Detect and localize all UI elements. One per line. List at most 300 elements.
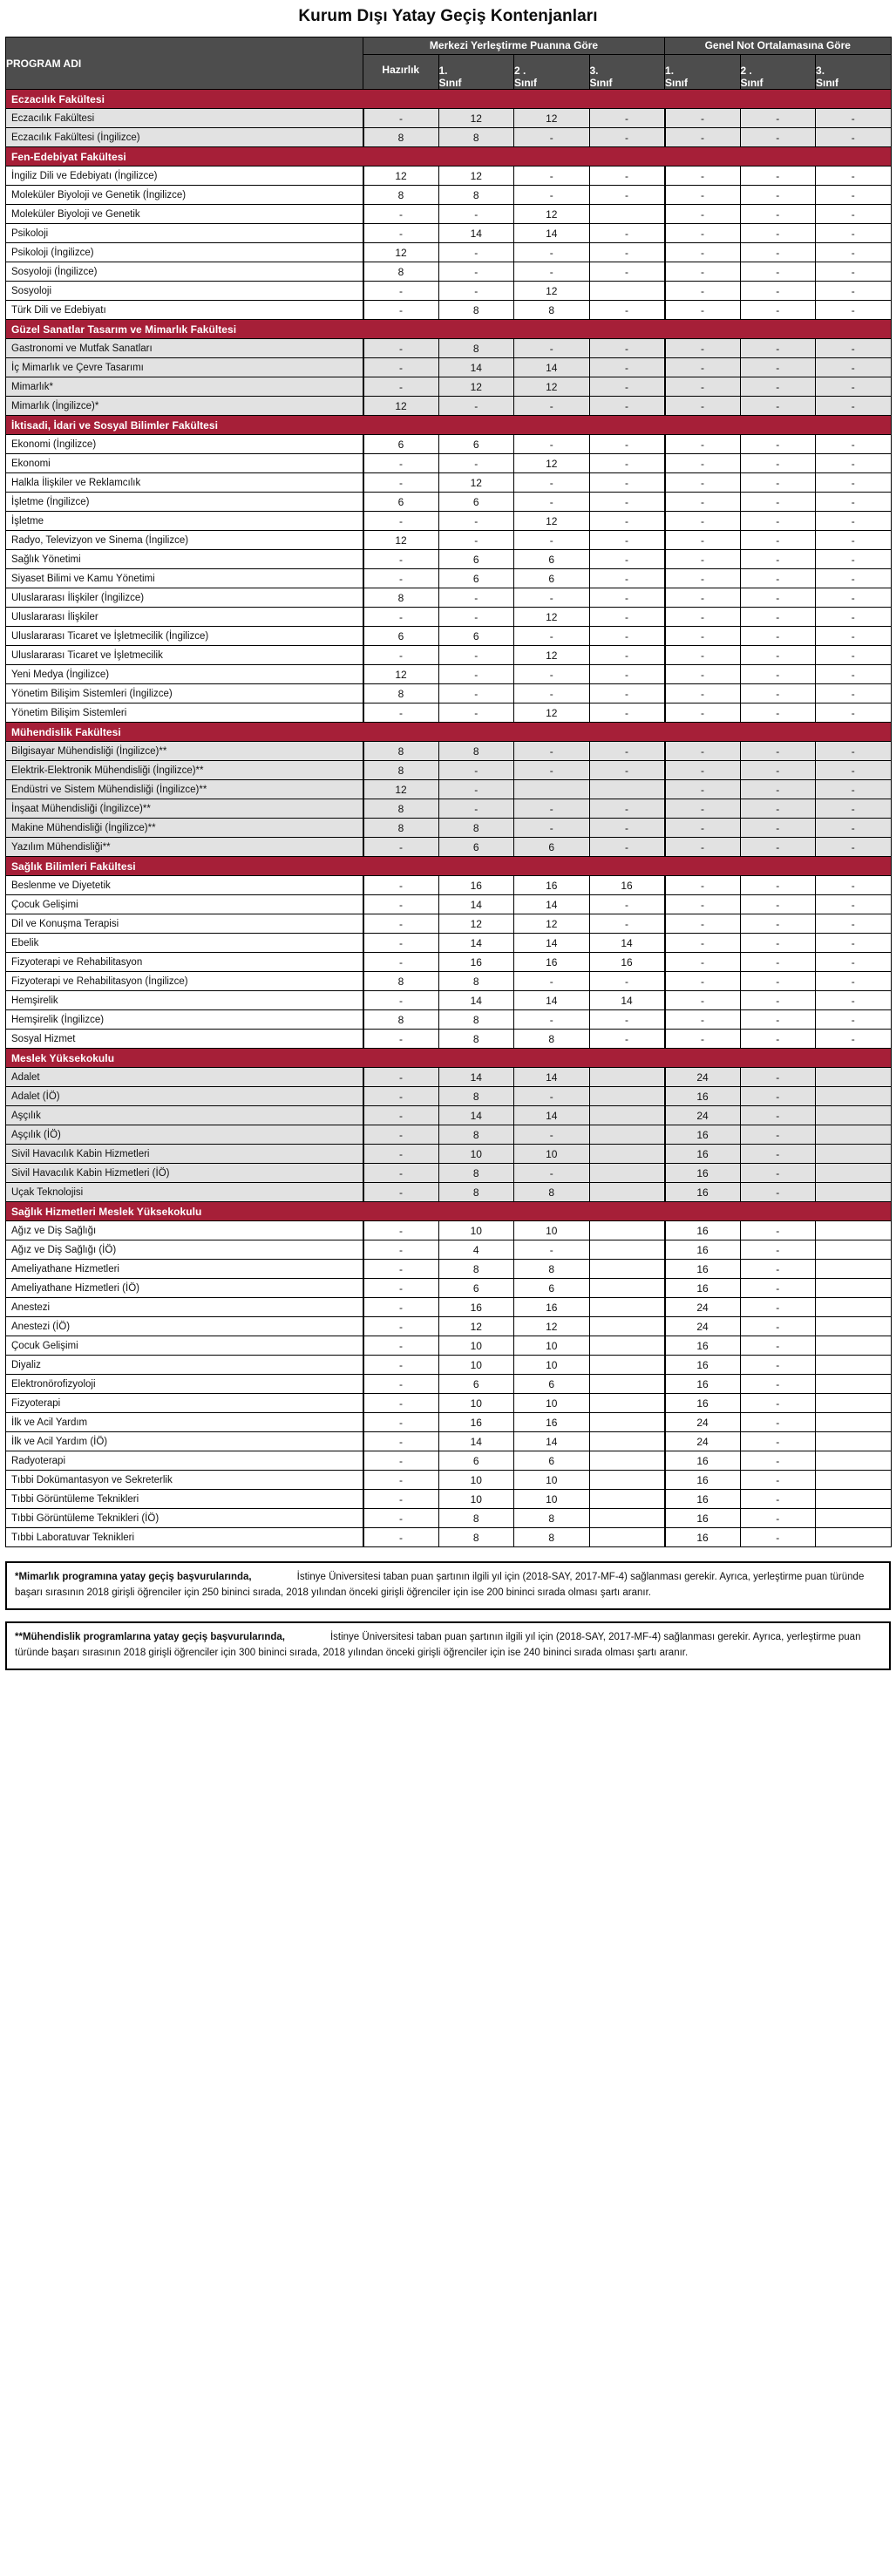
table-row [6, 703, 892, 723]
quota-cell [816, 1471, 892, 1490]
table-row [6, 1010, 892, 1030]
table-row [6, 1068, 892, 1087]
quota-cell: - [740, 780, 816, 799]
quota-cell: 24 [665, 1298, 741, 1317]
table-row [6, 780, 892, 799]
quota-cell [816, 1125, 892, 1145]
quota-cell: - [665, 761, 741, 780]
footnote-body: İstinye Üniversitesi taban puan şartının ilgili yıl için (2018-SAY, 2017-MF-4) sağlanması gerekir. Ayrıca, yerleştirme puan türünde başarı sırasının 2018 girişli öğrenciler için 250 bininci sırada, 2018 yılından önceki girişli öğrenciler için ise 200 bininci sırada olması şartı aranır. [15, 1572, 865, 1598]
quota-cell: 6 [514, 1279, 590, 1298]
quota-cell: - [363, 301, 439, 320]
quota-cell: - [438, 454, 514, 473]
quota-cell [589, 1451, 665, 1471]
quota-cell: - [740, 761, 816, 780]
quota-cell: - [816, 473, 892, 493]
quota-cell: 14 [514, 934, 590, 953]
quota-cell: 8 [363, 1010, 439, 1030]
table-row [6, 953, 892, 972]
quota-cell: 14 [514, 895, 590, 914]
quota-cell: - [514, 665, 590, 684]
table-row [6, 627, 892, 646]
program-name: Ağız ve Diş Sağlığı [6, 1221, 363, 1240]
quota-cell: 8 [514, 1183, 590, 1202]
quota-cell: - [363, 358, 439, 377]
quota-cell: - [816, 1010, 892, 1030]
quota-cell: - [816, 358, 892, 377]
quota-cell: - [363, 1145, 439, 1164]
quota-cell: - [665, 991, 741, 1010]
quota-cell: 16 [665, 1125, 741, 1145]
quota-cell: 14 [438, 224, 514, 243]
quota-cell: - [438, 588, 514, 608]
quota-cell: - [665, 301, 741, 320]
quota-cell: 12 [438, 1317, 514, 1336]
quota-cell: 10 [438, 1394, 514, 1413]
program-name: Adalet [6, 1068, 363, 1087]
quota-cell: - [816, 895, 892, 914]
gpa-3-word: Sınıf [816, 77, 839, 89]
quota-cell: - [363, 703, 439, 723]
quota-cell: - [740, 1356, 816, 1375]
quota-cell: - [589, 972, 665, 991]
quota-cell: - [514, 684, 590, 703]
quota-cell: - [816, 876, 892, 895]
quota-cell [816, 1394, 892, 1413]
quota-cell: - [363, 1336, 439, 1356]
quota-cell: 16 [665, 1356, 741, 1375]
table-row [6, 1471, 892, 1490]
quota-cell: - [363, 1030, 439, 1049]
quota-cell: 8 [438, 1528, 514, 1547]
quota-cell: - [740, 435, 816, 454]
table-row [6, 1451, 892, 1471]
quota-cell [589, 1298, 665, 1317]
quota-cell: - [665, 128, 741, 147]
quota-cell: 12 [438, 914, 514, 934]
quota-cell: - [740, 473, 816, 493]
quota-cell: 12 [363, 665, 439, 684]
quota-cell: - [740, 1336, 816, 1356]
table-row [6, 473, 892, 493]
program-name: Gastronomi ve Mutfak Sanatları [6, 339, 363, 358]
faculty-section-header [6, 416, 892, 435]
quota-cell: - [589, 301, 665, 320]
quota-cell: 14 [589, 991, 665, 1010]
quota-cell: - [740, 109, 816, 128]
quota-cell: 12 [363, 167, 439, 186]
quota-cell: - [363, 1164, 439, 1183]
column-header-prep: Hazırlık [363, 55, 439, 90]
quota-cell: - [665, 684, 741, 703]
quota-cell: 10 [514, 1145, 590, 1164]
faculty-name: Sağlık Bilimleri Fakültesi [6, 857, 892, 876]
central-2-word: Sınıf [514, 77, 537, 89]
program-name: Yeni Medya (İngilizce) [6, 665, 363, 684]
program-name: Türk Dili ve Edebiyatı [6, 301, 363, 320]
quota-cell: - [363, 953, 439, 972]
central-3-word: Sınıf [589, 77, 613, 89]
program-name: Fizyoterapi ve Rehabilitasyon [6, 953, 363, 972]
table-row [6, 1183, 892, 1202]
program-name: Ekonomi [6, 454, 363, 473]
quota-cell: - [514, 761, 590, 780]
quota-cell: - [665, 646, 741, 665]
quota-cell: - [363, 473, 439, 493]
program-name: Sosyal Hizmet [6, 1030, 363, 1049]
quota-cell: 6 [514, 1451, 590, 1471]
gpa-2-num: 2 . [740, 65, 752, 77]
quota-cell: - [665, 243, 741, 262]
quota-cell: - [589, 243, 665, 262]
quota-cell [816, 1490, 892, 1509]
quota-cell: - [514, 243, 590, 262]
quota-cell: - [816, 761, 892, 780]
quota-cell [816, 1375, 892, 1394]
program-name: Anestezi (İÖ) [6, 1317, 363, 1336]
program-name: Adalet (İÖ) [6, 1087, 363, 1106]
quota-cell: - [363, 1106, 439, 1125]
quota-cell [589, 1106, 665, 1125]
quota-cell: - [363, 646, 439, 665]
quota-cell: - [665, 1010, 741, 1030]
quota-cell [816, 1279, 892, 1298]
quota-cell: - [363, 1432, 439, 1451]
quota-cell: 8 [514, 1030, 590, 1049]
quota-cell: 8 [438, 972, 514, 991]
quota-cell: - [665, 531, 741, 550]
quota-cell: - [438, 703, 514, 723]
quota-cell: - [589, 550, 665, 569]
quota-cell: 16 [665, 1336, 741, 1356]
quota-cell: - [816, 819, 892, 838]
quota-cell: - [740, 1509, 816, 1528]
quota-cell: - [363, 512, 439, 531]
quota-cell [816, 1260, 892, 1279]
table-row [6, 186, 892, 205]
quota-cell: - [740, 1164, 816, 1183]
quota-cell: 16 [514, 1298, 590, 1317]
program-name: Makine Mühendisliği (İngilizce)** [6, 819, 363, 838]
quota-cell: 24 [665, 1106, 741, 1125]
faculty-section-header [6, 90, 892, 109]
quota-cell: 8 [438, 1087, 514, 1106]
quota-cell: - [740, 243, 816, 262]
quota-cell: - [514, 262, 590, 282]
program-name: Ekonomi (İngilizce) [6, 435, 363, 454]
quota-cell: - [665, 205, 741, 224]
quota-cell: - [816, 224, 892, 243]
footnote-lead: **Mühendislik programlarına yatay geçiş başvurularında, [15, 1632, 285, 1642]
quota-cell: - [665, 742, 741, 761]
page-title: Kurum Dışı Yatay Geçiş Kontenjanları [298, 7, 598, 25]
quota-cell: - [665, 876, 741, 895]
quota-cell: - [363, 1317, 439, 1336]
quota-cell: - [589, 224, 665, 243]
quota-cell: - [665, 608, 741, 627]
quota-cell: - [816, 205, 892, 224]
quota-cell: 14 [514, 1068, 590, 1087]
quota-cell: 10 [514, 1471, 590, 1490]
quota-cell: 16 [665, 1528, 741, 1547]
column-header-central-3 [589, 55, 665, 90]
quota-cell [816, 1068, 892, 1087]
quota-cell: - [589, 684, 665, 703]
quota-cell: 8 [363, 761, 439, 780]
program-name: İngiliz Dili ve Edebiyatı (İngilizce) [6, 167, 363, 186]
quota-cell: 16 [665, 1394, 741, 1413]
program-name: Tıbbi Görüntüleme Teknikleri (İÖ) [6, 1509, 363, 1528]
quota-cell: - [740, 742, 816, 761]
quota-cell: - [438, 665, 514, 684]
table-row [6, 1279, 892, 1298]
quota-cell: 8 [363, 684, 439, 703]
quota-cell: 6 [514, 1375, 590, 1394]
quota-cell: 14 [514, 991, 590, 1010]
quota-cell: 8 [438, 1164, 514, 1183]
quota-cell: 8 [438, 1030, 514, 1049]
quota-cell: - [363, 1068, 439, 1087]
program-name: Fizyoterapi [6, 1394, 363, 1413]
quota-cell: 8 [363, 186, 439, 205]
program-name: Beslenme ve Diyetetik [6, 876, 363, 895]
quota-cell: - [665, 569, 741, 588]
column-header-gpa-3 [816, 55, 892, 90]
quota-cell: - [816, 167, 892, 186]
quota-cell [589, 1279, 665, 1298]
table-row [6, 608, 892, 627]
quota-cell: - [665, 588, 741, 608]
quota-cell: - [665, 627, 741, 646]
quota-cell: - [740, 972, 816, 991]
quota-cell: - [816, 742, 892, 761]
quota-cell: - [589, 377, 665, 397]
quota-cell: 8 [363, 972, 439, 991]
quota-cell: - [514, 473, 590, 493]
program-name: Sosyoloji [6, 282, 363, 301]
quota-cell: 12 [363, 397, 439, 416]
quota-cell: 6 [438, 1279, 514, 1298]
quota-cell: - [740, 953, 816, 972]
quota-cell: - [740, 627, 816, 646]
quota-cell: - [740, 1279, 816, 1298]
quota-cell: 12 [514, 282, 590, 301]
quota-cell: - [589, 512, 665, 531]
program-name: İşletme [6, 512, 363, 531]
quota-cell: - [816, 550, 892, 569]
quota-cell: 10 [438, 1471, 514, 1490]
program-name: Tıbbi Laboratuvar Teknikleri [6, 1528, 363, 1547]
quota-cell: - [740, 1221, 816, 1240]
table-row [6, 1356, 892, 1375]
quota-cell: - [589, 186, 665, 205]
quota-cell: 12 [514, 703, 590, 723]
gpa-1-word: Sınıf [665, 77, 689, 89]
quota-cell: 14 [438, 1106, 514, 1125]
quota-cell: 12 [438, 473, 514, 493]
quota-cell: - [740, 186, 816, 205]
quota-cell: - [363, 1240, 439, 1260]
quota-cell: 12 [514, 1317, 590, 1336]
quota-cell: - [363, 934, 439, 953]
program-name: Yazılım Mühendisliği** [6, 838, 363, 857]
quota-cell: - [438, 262, 514, 282]
table-row [6, 665, 892, 684]
quota-cell: - [363, 1260, 439, 1279]
quota-cell: 14 [438, 1068, 514, 1087]
quota-cell: - [665, 665, 741, 684]
quota-cell [589, 1164, 665, 1183]
quota-cell: 10 [438, 1145, 514, 1164]
program-name: Elektrik-Elektronik Mühendisliği (İngilizce)** [6, 761, 363, 780]
program-name: Siyaset Bilimi ve Kamu Yönetimi [6, 569, 363, 588]
quota-cell: 8 [363, 819, 439, 838]
quota-cell: - [589, 742, 665, 761]
quota-cell: 8 [514, 1260, 590, 1279]
quota-cell: - [740, 799, 816, 819]
program-name: Ameliyathane Hizmetleri (İÖ) [6, 1279, 363, 1298]
table-row [6, 914, 892, 934]
quota-cell: - [363, 339, 439, 358]
faculty-name: Fen-Edebiyat Fakültesi [6, 147, 892, 167]
quota-cell: - [740, 1260, 816, 1279]
quota-cell: - [589, 608, 665, 627]
quota-cell: - [740, 838, 816, 857]
quota-cell [589, 1221, 665, 1240]
program-name: Eczacılık Fakültesi (İngilizce) [6, 128, 363, 147]
quota-cell: - [665, 819, 741, 838]
quota-cell [816, 1221, 892, 1240]
quota-cell [816, 1509, 892, 1528]
table-row [6, 377, 892, 397]
quota-cell: - [665, 397, 741, 416]
program-name: Sosyoloji (İngilizce) [6, 262, 363, 282]
quota-cell: - [740, 1087, 816, 1106]
table-row [6, 876, 892, 895]
quota-cell: - [363, 454, 439, 473]
program-name: Radyoterapi [6, 1451, 363, 1471]
quota-cell: - [816, 953, 892, 972]
quota-cell: - [816, 377, 892, 397]
quota-cell: - [514, 1125, 590, 1145]
quota-cell: - [816, 646, 892, 665]
quota-cell: - [816, 799, 892, 819]
table-row [6, 301, 892, 320]
quota-cell [816, 1432, 892, 1451]
quota-cell: - [816, 588, 892, 608]
faculty-name: İktisadi, İdari ve Sosyal Bilimler Fakültesi [6, 416, 892, 435]
quota-cell: 10 [514, 1394, 590, 1413]
quota-cell: - [514, 972, 590, 991]
quota-cell: 6 [438, 838, 514, 857]
quota-cell [589, 1432, 665, 1451]
quota-cell: - [665, 512, 741, 531]
quota-cell: 6 [438, 1451, 514, 1471]
central-1-num: 1. [438, 65, 448, 77]
quota-cell: - [740, 358, 816, 377]
quota-cell: - [740, 1068, 816, 1087]
program-name: Sivil Havacılık Kabin Hizmetleri (İÖ) [6, 1164, 363, 1183]
quota-cell: - [665, 224, 741, 243]
table-row [6, 109, 892, 128]
quota-cell: - [740, 167, 816, 186]
table-row [6, 454, 892, 473]
quota-cell: - [665, 953, 741, 972]
table-row [6, 512, 892, 531]
quota-cell: - [665, 282, 741, 301]
table-row [6, 205, 892, 224]
quota-cell: 16 [665, 1375, 741, 1394]
table-body [6, 90, 892, 1547]
quota-cell: - [816, 838, 892, 857]
quota-cell: - [740, 1145, 816, 1164]
quota-cell [589, 1125, 665, 1145]
quota-cell: - [589, 838, 665, 857]
quota-cell [589, 1145, 665, 1164]
quota-cell: - [740, 569, 816, 588]
program-name: İlk ve Acil Yardım (İÖ) [6, 1432, 363, 1451]
quota-cell: - [514, 186, 590, 205]
program-name: Ebelik [6, 934, 363, 953]
quota-cell [816, 1240, 892, 1260]
quota-cell: - [514, 627, 590, 646]
quota-cell: - [363, 569, 439, 588]
quota-cell: - [363, 1298, 439, 1317]
table-row [6, 1298, 892, 1317]
quota-cell: 8 [438, 339, 514, 358]
quota-cell: 16 [665, 1279, 741, 1298]
quota-cell: 10 [514, 1490, 590, 1509]
quota-cell: - [816, 128, 892, 147]
quota-cell: - [665, 493, 741, 512]
quota-cell: - [363, 991, 439, 1010]
program-name: İlk ve Acil Yardım [6, 1413, 363, 1432]
quota-cell: 12 [514, 454, 590, 473]
table-row [6, 934, 892, 953]
quota-cell: 16 [665, 1451, 741, 1471]
quota-cell: - [438, 282, 514, 301]
quota-cell: - [740, 991, 816, 1010]
quota-cell [816, 1413, 892, 1432]
column-group-gpa: Genel Not Ortalamasına Göre [665, 37, 892, 55]
quota-cell: 16 [665, 1221, 741, 1240]
quota-cell: 10 [438, 1490, 514, 1509]
quota-cell: 4 [438, 1240, 514, 1260]
quota-cell: 14 [589, 934, 665, 953]
quota-cell: - [740, 934, 816, 953]
quota-cell: 12 [438, 167, 514, 186]
column-group-central: Merkezi Yerleştirme Puanına Göre [363, 37, 665, 55]
quota-cell: 6 [438, 435, 514, 454]
program-name: Tıbbi Dokümantasyon ve Sekreterlik [6, 1471, 363, 1490]
quota-cell: - [740, 1490, 816, 1509]
quota-cell [589, 1183, 665, 1202]
quota-cell: 6 [438, 569, 514, 588]
quota-cell: 12 [514, 608, 590, 627]
quota-cell: - [438, 205, 514, 224]
quota-cell: - [740, 1125, 816, 1145]
central-1-word: Sınıf [438, 77, 462, 89]
quota-cell [589, 1317, 665, 1336]
table-row [6, 1145, 892, 1164]
program-name: Psikoloji (İngilizce) [6, 243, 363, 262]
quota-cell [816, 1145, 892, 1164]
quota-cell: - [363, 205, 439, 224]
quota-cell: - [589, 703, 665, 723]
quota-cell: - [740, 531, 816, 550]
table-row [6, 531, 892, 550]
quota-cell: - [665, 473, 741, 493]
quota-cell: 16 [514, 876, 590, 895]
